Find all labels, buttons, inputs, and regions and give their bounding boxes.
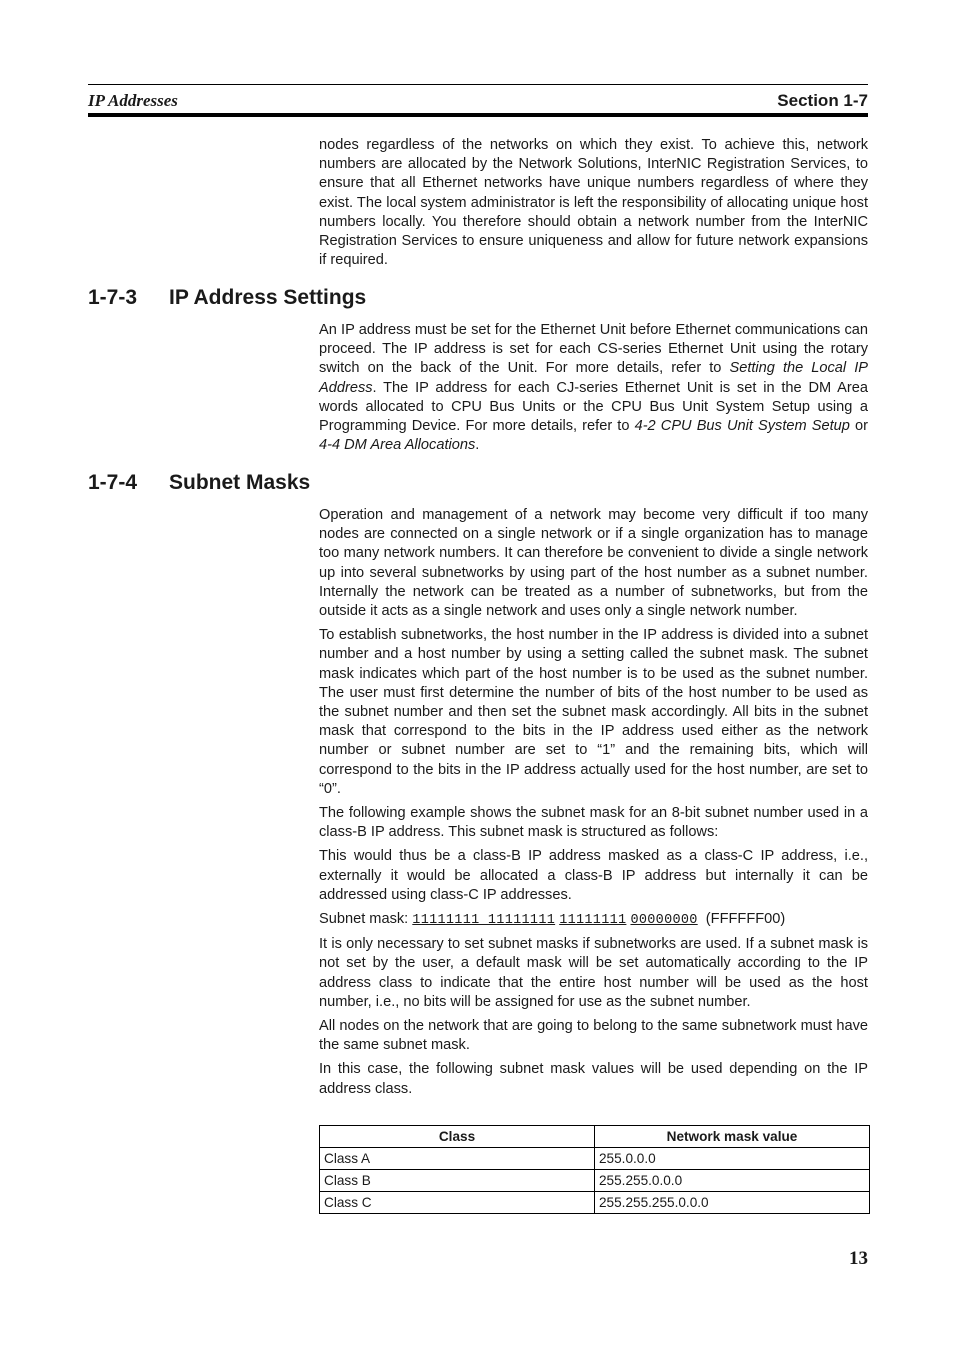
table-row	[320, 1170, 870, 1192]
paragraph: All nodes on the network that are going to belong to the same subnetwork must have the same subnet mask.	[319, 1018, 868, 1054]
mask-label: Subnet mask:	[319, 911, 409, 928]
mask-bits-network: 11111111 11111111	[412, 913, 556, 929]
subnet-masks-text	[319, 506, 868, 1104]
column-header: Class	[320, 1126, 595, 1148]
table-cell: Class C	[320, 1192, 595, 1214]
subnet-mask-example	[319, 910, 868, 930]
text-run: or	[849, 418, 869, 435]
page-number: 13	[849, 1248, 868, 1269]
table-row	[320, 1192, 870, 1214]
paragraph: This would thus be a class-B IP address masked as a class-C IP address, i.e., externally it would be allocated a class-B IP address but internally it can be addressed using class-C IP addresses.	[319, 848, 868, 903]
paragraph: The following example shows the subnet mask for an 8-bit subnet number used in a class-B IP address. This subnet mask is structured as follows:	[319, 805, 868, 841]
table-cell: 255.0.0.0	[595, 1148, 870, 1170]
cross-reference: 4-4 DM Area Allocations	[319, 437, 476, 454]
section-label: Section 1-7	[777, 91, 868, 110]
intro-paragraph: nodes regardless of the networks on which they exist. To achieve this, network numbers are allocated by the Network Solutions, InterNIC Registration Services, to ensure that all Ethernet networks have unique numbers regardless of where they exist. The local system administrator is left the responsibility of allocating unique host numbers locally. You therefore should obtain a network number from the InterNIC Registration Services to ensure uniqueness and allow for future network expansions if required.	[319, 137, 868, 269]
page-header	[88, 84, 868, 117]
table-cell: Class B	[320, 1170, 595, 1192]
text-run: . The IP address for each CJ-series Ethernet Unit is set in the DM Area words allocated to CPU Bus Units or the CPU Bus Unit System Setup using a Programming Device. For more details, refer to	[319, 379, 868, 435]
mask-bits-host: 00000000	[630, 913, 698, 929]
cross-reference: 4-2 CPU Bus Unit System Setup	[634, 418, 850, 435]
paragraph: It is only necessary to set subnet masks if subnetworks are used. If a subnet mask is not set by the user, a default mask will be set automatically according to the IP address class to indicate that the entire host number will be used as the host number, i.e., no bits will be assigned for use as the subnet number.	[319, 936, 868, 1010]
mask-hex: (FFFFFF00)	[705, 911, 786, 928]
section-number: 1-7-3	[88, 286, 138, 309]
section-number: 1-7-4	[88, 471, 138, 494]
chapter-title: IP Addresses	[88, 91, 178, 110]
paragraph: In this case, the following subnet mask values will be used depending on the IP address class.	[319, 1061, 868, 1097]
paragraph: To establish subnetworks, the host number in the IP address is divided into a subnet number and a host number by using a setting called the subnet mask. The subnet mask indicates which part of the host number is to be used as the subnet number. The user must first determine the number of bits of the host number to be used as the subnet number and then set the subnet mask accordingly. All bits in the subnet mask that correspond to the bits in the IP address used either as the network number or subnet number are set to “1” and the remaining bits, which will correspond to the bits in the IP address actually used for the host number, are set to “0”.	[319, 627, 868, 797]
cross-reference: Setting the Local IP Address	[319, 360, 869, 396]
section-title: IP Address Settings	[169, 286, 367, 309]
mask-bits-subnet: 11111111	[559, 913, 627, 929]
table-row	[320, 1148, 870, 1170]
table-cell: 255.255.0.0.0	[595, 1170, 870, 1192]
ip-settings-text	[319, 321, 868, 460]
table-cell: 255.255.255.0.0.0	[595, 1192, 870, 1214]
section-heading-1-7-4	[88, 471, 310, 495]
ip-settings-paragraph	[319, 321, 868, 455]
section-title: Subnet Masks	[169, 471, 311, 494]
paragraph: Operation and management of a network may become very difficult if too many nodes are connected on a single network or if a single organization has to manage too many network numbers. It can therefore be convenient to divide a single network up into several subnetworks by using part of the host number as a subnet number. Internally the network can be treated as a number of subnetworks, but from the outside it acts as a single network and uses only a single network number.	[319, 507, 868, 620]
section-heading-1-7-3	[88, 286, 366, 310]
column-header: Network mask value	[595, 1126, 870, 1148]
table-cell: Class A	[320, 1148, 595, 1170]
text-run: .	[475, 437, 480, 454]
header-rule	[88, 113, 868, 117]
text-run: An IP address must be set for the Ethernet Unit before Ethernet communications can proceed. The IP address is set for each CS-series Ethernet Unit using the rotary switch on the back of the Unit. For more details, refer to	[319, 322, 868, 377]
intro-text	[319, 136, 868, 275]
table-header-row	[320, 1126, 870, 1148]
subnet-mask-table	[319, 1125, 870, 1214]
